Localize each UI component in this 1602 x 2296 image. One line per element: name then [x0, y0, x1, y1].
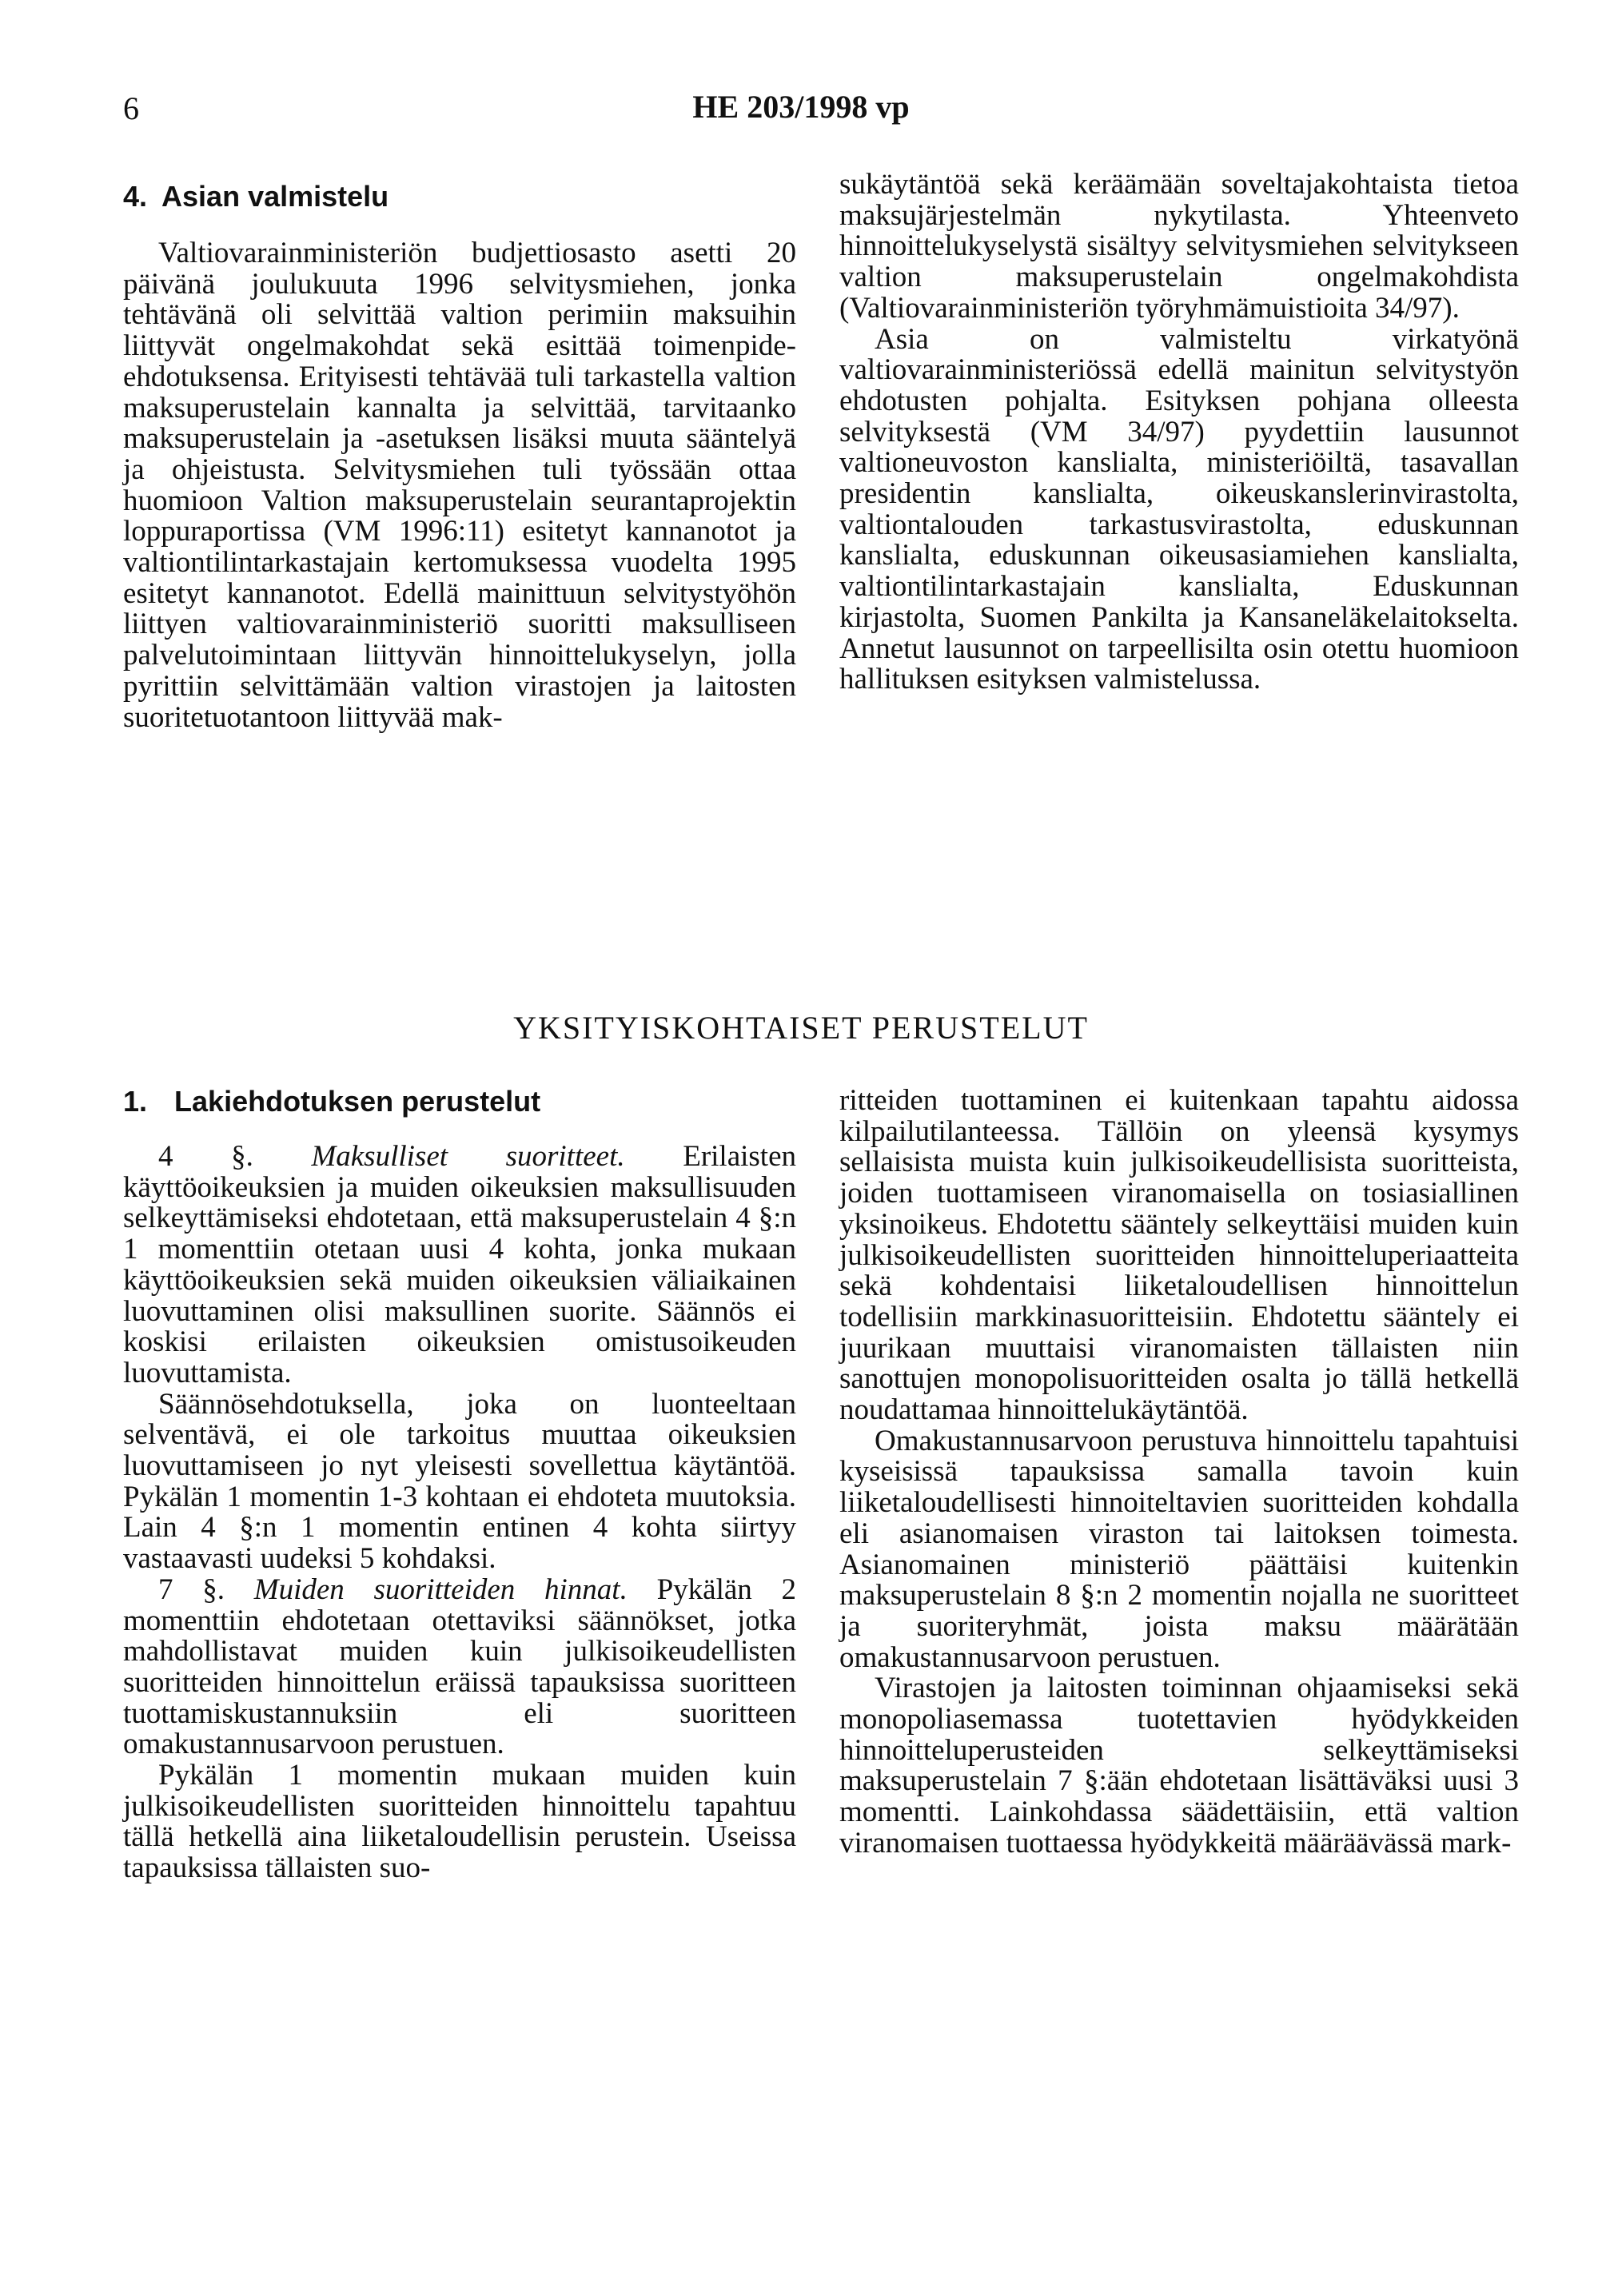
subsection-title: Lakiehdotuksen perustelut	[174, 1085, 541, 1118]
document-id: HE 203/1998 vp	[692, 89, 910, 125]
paragraph-text: Pykälän 2 momenttiin ehdotetaan otettaviksi säännökset, jotka mahdollistavat muiden kuin julkisoikeudellisten suoritteiden hinnoittelun eräissä tapauksissa suoritteen tuottamiskustannuksiin eli suoritteen omakustannusarvoon perustuen.	[123, 1573, 797, 1761]
main-heading: YKSITYISKOHTAISET PERUSTELUT	[513, 1010, 1089, 1046]
paragraph: sukäytäntöä sekä keräämään soveltajakohtaista tietoa maksujärjestelmän nykytilasta. Yhteenveto hinnoittelukyselystä sisältyy selvitysmiehen selvitykseen valtion maksuperustelain ongelmakohdista (Valtiovarainministeriön työryhmämuistioita 34/97).	[839, 168, 1519, 325]
section-ref: 7 §.	[158, 1573, 225, 1606]
paragraph: ritteiden tuottaminen ei kuitenkaan tapahtu aidossa kilpailutilanteessa. Tällöin on yleensä kysymys sellaisista muista kuin julkisoikeudellisista suoritteista, joiden tuottamiseen viranomaisella on tosiasiallinen yksinoikeus. Ehdotettu sääntely selkeyttäisi muiden kuin julkisoikeudellisten suoritteiden hinnoitteluperiaatteita sekä kohdentaisi liiketaloudellisen hinnoittelun todellisiin markkinasuoritteisiin. Ehdotettu sääntely ei juurikaan muuttaisi viranomaisten tällaisten niin sanottujen monopolisuoritteiden osalta jo tällä hetkellä noudattamaa hinnoittelukäytäntöä.	[839, 1084, 1519, 1427]
paragraph: Asia on valmisteltu virkatyönä valtiovarainministeriössä edellä mainitun selvitystyön ehdotusten pohjalta. Esityksen pohjana olleesta selvityksestä (VM 34/97) pyydettiin lausunnot valtioneuvoston kanslialta, ministeriöiltä, tasavallan presidentin kanslialta, oikeuskanslerinvirastolta, valtiontalouden tarkastusvirastolta, eduskunnan kanslialta, eduskunnan oikeusasiamiehen kanslialta, valtiontilintarkastajain kanslialta, Eduskunnan kirjastolta, Suomen Pankilta ja Kansaneläkelaitokselta. Annetut lausunnot on tarpeellisilta osin otettu huomioon hallituksen esityksen valmistelussa.	[839, 322, 1519, 696]
right-column-top	[839, 169, 1519, 696]
section-title-italic: Maksulliset suoritteet.	[311, 1140, 625, 1173]
paragraph	[123, 1575, 796, 1760]
section-number: 4.	[123, 180, 148, 213]
section-title: Asian valmistelu	[161, 180, 389, 213]
paragraph: Pykälän 1 momentin mukaan muiden kuin julkisoikeudellisten suoritteiden hinnoittelu tapahtuu tällä hetkellä aina liiketaloudellisin perustein. Useissa tapauksissa tällaisten suo-	[123, 1759, 796, 1885]
subsection-number: 1.	[123, 1085, 148, 1118]
subsection-heading	[123, 1086, 796, 1118]
paragraph	[123, 1142, 796, 1389]
left-column-top	[123, 169, 796, 733]
page-number: 6	[123, 90, 139, 126]
section-ref: 4 §.	[158, 1140, 253, 1173]
left-column-bottom	[123, 1086, 796, 1884]
paragraph: Omakustannusarvoon perustuva hinnoittelu tapahtuisi kyseisissä tapauksissa samalla tavoin kuin liiketaloudellisesti hinnoiteltavien suoritteiden kohdalla eli asianomaisen viraston tai laitoksen toimesta. Asianomainen ministeriö päättäisi kuitenkin maksuperustelain 8 §:n 2 momentin nojalla ne suoritteet ja suoriteryhmät, joista maksu määrätään omakustannusarvoon perustuen.	[839, 1424, 1519, 1674]
paragraph-text: Erilaisten käyttöoikeuksien ja muiden oikeuksien maksullisuuden selkeyttämiseksi ehdotetaan, että maksuperustelain 4 §:n 1 momenttiin otetaan uusi 4 kohta, jonka mukaan käyttöoikeuksien sekä muiden oikeuksien väliaikainen luovuttaminen olisi maksullinen suorite. Säännös ei koskisi erilaisten oikeuksien omistusoikeuden luovuttamista.	[123, 1140, 797, 1389]
section-title-italic: Muiden suoritteiden hinnat.	[253, 1573, 628, 1606]
paragraph: Valtiovarainministeriön budjettiosasto asetti 20 päivänä joulukuuta 1996 selvitysmiehen, jonka tehtävänä oli selvittää valtion perimiin maksuihin liittyvät ongelmakohdat sekä esittää toimenpide-ehdotuksensa. Erityisesti tehtävää tuli tarkastella valtion maksuperustelain kannalta ja selvittää, tarvitaanko maksuperustelain ja -asetuksen lisäksi muuta sääntelyä ja ohjeistusta. Selvitysmiehen tuli työssään ottaa huomioon Valtion maksuperustelain seurantaprojektin loppuraportissa (VM 1996:11) esitetyt kannanotot ja valtiontilintarkastajain kertomuksessa vuodelta 1995 esitetyt kannanotot. Edellä mainittuun selvitystyöhön liittyen valtiovarainministeriö suoritti maksulliseen palvelutoimintaan liittyvän hinnoittelukyselyn, jolla pyrittiin selvittämään valtion virastojen ja laitosten suoritetuotantoon liittyvää mak-	[123, 237, 796, 734]
right-column-bottom	[839, 1086, 1519, 1860]
paragraph: Säännösehdotuksella, joka on luonteeltaan selventävä, ei ole tarkoitus muuttaa oikeuksien luovuttamiseen jo nyt yleisesti sovellettua käytäntöä. Pykälän 1 momentin 1-3 kohtaan ei ehdoteta muutoksia. Lain 4 §:n 1 momentin entinen 4 kohta siirtyy vastaavasti uudeksi 5 kohdaksi.	[123, 1387, 796, 1576]
paragraph: Virastojen ja laitosten toiminnan ohjaamiseksi sekä monopoliasemassa tuotettavien hyödykkeiden hinnoitteluperusteiden selkeyttämiseksi maksuperustelain 7 §:ään ehdotetaan lisättäväksi uusi 3 momentti. Lainkohdassa säädettäisiin, että valtion viranomaisen tuottaessa hyödykkeitä määräävässä mark-	[839, 1672, 1519, 1860]
section-heading	[123, 181, 796, 213]
